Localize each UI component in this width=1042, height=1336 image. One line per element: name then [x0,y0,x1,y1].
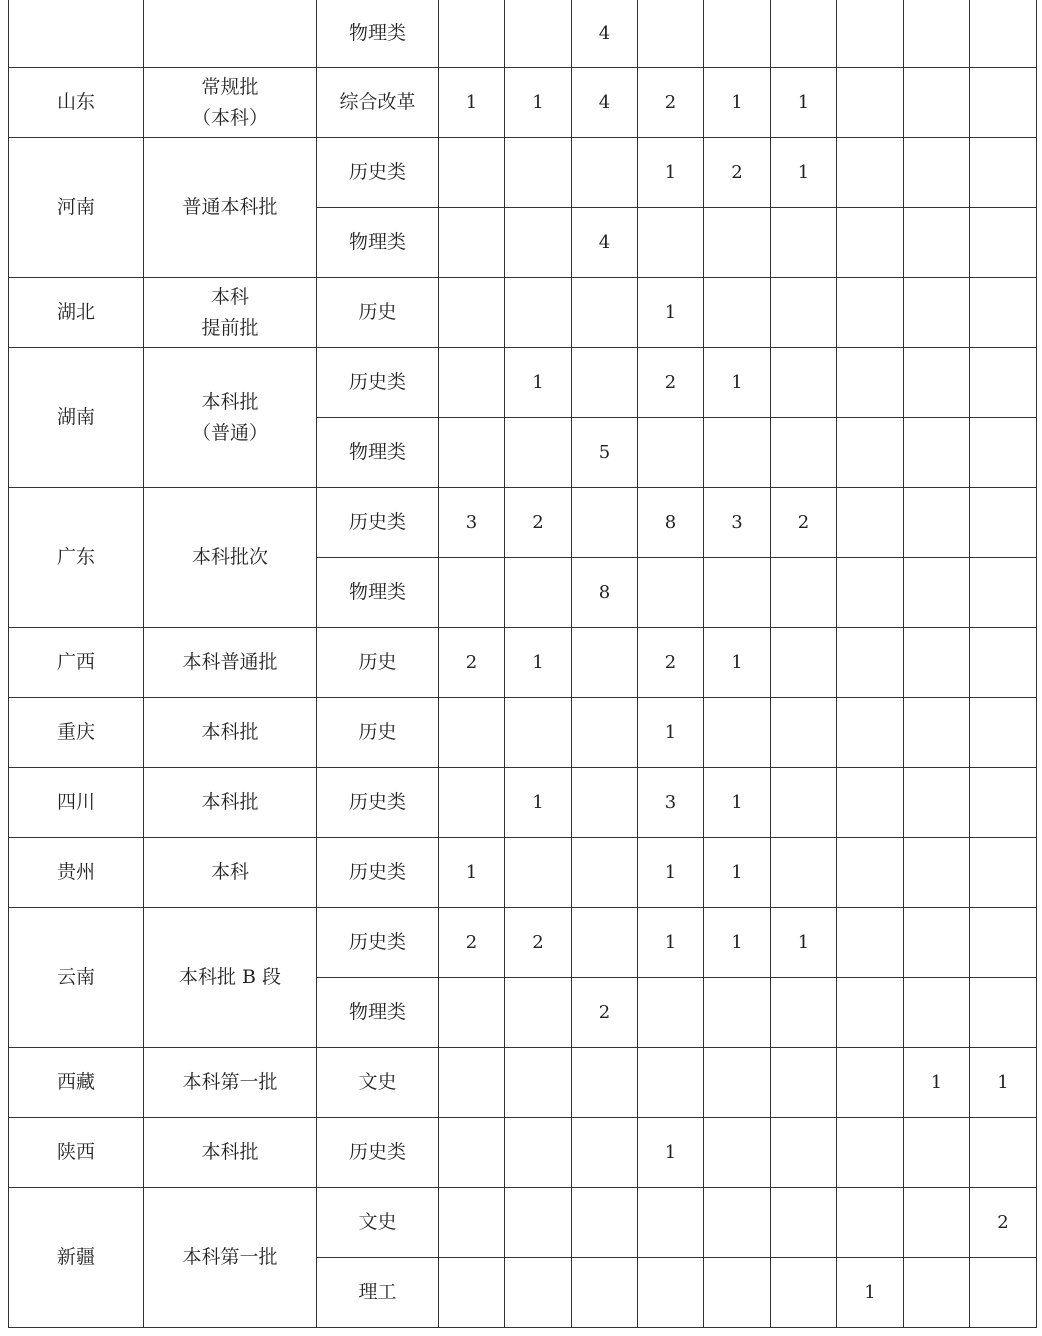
table-row [9,0,1037,68]
province-cell: 湖南 [9,348,144,488]
count-cell: 8 [638,488,704,558]
count-cell [771,558,837,628]
count-cell [505,1188,572,1258]
subject-cell: 历史类 [317,138,439,208]
count-cell: 2 [771,488,837,558]
count-cell [837,558,904,628]
count-cell [970,838,1037,908]
batch-cell: 本科第一批 [144,1048,317,1118]
count-cell [904,418,970,488]
subject-cell: 物理类 [317,208,439,278]
count-cell [505,1048,572,1118]
subject-cell: 历史 [317,628,439,698]
count-cell: 3 [439,488,505,558]
count-cell [837,628,904,698]
count-cell [970,628,1037,698]
table-row [9,698,1037,768]
count-cell: 2 [638,348,704,418]
count-cell [837,698,904,768]
count-cell [505,138,572,208]
count-cell [970,0,1037,68]
count-cell [572,768,638,838]
subject-cell: 历史 [317,278,439,348]
count-cell [837,68,904,138]
count-cell [970,418,1037,488]
table-row [9,1048,1037,1118]
count-cell: 5 [572,418,638,488]
count-cell [837,1188,904,1258]
count-cell: 1 [704,628,771,698]
province-cell: 重庆 [9,698,144,768]
province-cell: 四川 [9,768,144,838]
province-cell: 广东 [9,488,144,628]
count-cell [904,488,970,558]
count-cell: 1 [638,1118,704,1188]
count-cell [638,0,704,68]
count-cell [439,558,505,628]
count-cell [439,698,505,768]
batch-cell: 本科批次 [144,488,317,628]
subject-cell: 物理类 [317,0,439,68]
count-cell [771,838,837,908]
count-cell [904,0,970,68]
count-cell [904,278,970,348]
province-cell: 河南 [9,138,144,278]
count-cell: 2 [704,138,771,208]
count-cell [439,1258,505,1328]
subject-cell: 历史类 [317,838,439,908]
count-cell: 2 [572,978,638,1048]
count-cell [505,558,572,628]
count-cell: 1 [638,278,704,348]
count-cell [572,838,638,908]
count-cell [904,558,970,628]
count-cell [771,768,837,838]
count-cell [771,418,837,488]
province-cell: 新疆 [9,1188,144,1328]
count-cell: 1 [704,768,771,838]
count-cell [771,0,837,68]
count-cell [904,978,970,1048]
count-cell [505,278,572,348]
count-cell: 3 [704,488,771,558]
subject-cell: 文史 [317,1048,439,1118]
count-cell: 1 [505,768,572,838]
count-cell [638,1258,704,1328]
count-cell [837,978,904,1048]
count-cell [505,418,572,488]
batch-cell: 本科批 B 段 [144,908,317,1048]
count-cell [837,348,904,418]
table-row [9,278,1037,348]
count-cell [439,418,505,488]
count-cell: 1 [904,1048,970,1118]
count-cell [505,208,572,278]
count-cell [837,278,904,348]
count-cell [572,628,638,698]
count-cell [837,138,904,208]
count-cell [572,348,638,418]
count-cell [638,208,704,278]
count-cell [439,278,505,348]
count-cell [771,348,837,418]
subject-cell: 理工 [317,1258,439,1328]
count-cell [572,138,638,208]
subject-cell: 历史类 [317,1118,439,1188]
count-cell [572,698,638,768]
subject-cell: 历史类 [317,768,439,838]
count-cell [704,278,771,348]
count-cell [505,1258,572,1328]
count-cell [970,1118,1037,1188]
count-cell [837,1118,904,1188]
count-cell [771,1118,837,1188]
count-cell [704,1188,771,1258]
count-cell [505,698,572,768]
count-cell [771,1258,837,1328]
count-cell [970,138,1037,208]
count-cell: 2 [638,628,704,698]
table-row [9,68,1037,138]
table-row [9,1188,1037,1258]
count-cell [439,138,505,208]
count-cell: 1 [505,628,572,698]
batch-cell [144,0,317,68]
count-cell [638,418,704,488]
count-cell: 2 [505,488,572,558]
subject-cell: 物理类 [317,978,439,1048]
count-cell: 1 [638,138,704,208]
count-cell: 1 [638,908,704,978]
count-cell [439,1118,505,1188]
count-cell [505,978,572,1048]
batch-cell: 本科批 （普通） [144,348,317,488]
count-cell [837,1048,904,1118]
count-cell: 4 [572,0,638,68]
count-cell [904,698,970,768]
count-cell: 1 [439,68,505,138]
subject-cell: 物理类 [317,418,439,488]
subject-cell: 历史 [317,698,439,768]
count-cell: 8 [572,558,638,628]
province-cell: 西藏 [9,1048,144,1118]
count-cell [970,348,1037,418]
count-cell [837,208,904,278]
count-cell [771,208,837,278]
count-cell [970,208,1037,278]
province-cell: 广西 [9,628,144,698]
count-cell [638,558,704,628]
table-row [9,838,1037,908]
count-cell [970,768,1037,838]
count-cell: 1 [638,698,704,768]
table-row [9,908,1037,978]
count-cell [572,1048,638,1118]
count-cell: 1 [771,68,837,138]
batch-cell: 本科 [144,838,317,908]
table-row [9,628,1037,698]
province-cell: 陕西 [9,1118,144,1188]
province-cell: 云南 [9,908,144,1048]
count-cell [837,908,904,978]
count-cell [572,908,638,978]
batch-cell: 本科批 [144,698,317,768]
count-cell [970,978,1037,1048]
count-cell [970,1258,1037,1328]
count-cell [572,488,638,558]
table-row [9,138,1037,208]
count-cell [439,348,505,418]
batch-cell: 本科批 [144,768,317,838]
province-cell: 山东 [9,68,144,138]
subject-cell: 历史类 [317,488,439,558]
count-cell: 3 [638,768,704,838]
count-cell [638,978,704,1048]
table-row [9,768,1037,838]
count-cell: 2 [970,1188,1037,1258]
count-cell [704,1118,771,1188]
count-cell [439,1048,505,1118]
batch-cell: 普通本科批 [144,138,317,278]
table-row [9,1118,1037,1188]
count-cell: 2 [439,908,505,978]
count-cell: 1 [970,1048,1037,1118]
count-cell [904,838,970,908]
province-cell: 湖北 [9,278,144,348]
count-cell: 1 [837,1258,904,1328]
count-cell [505,1118,572,1188]
count-cell [704,418,771,488]
province-cell [9,0,144,68]
count-cell: 1 [439,838,505,908]
count-cell [771,698,837,768]
count-cell [638,1188,704,1258]
count-cell [837,418,904,488]
count-cell [704,1048,771,1118]
admission-plan-table [8,0,1037,1328]
subject-cell: 综合改革 [317,68,439,138]
count-cell [704,698,771,768]
count-cell [771,278,837,348]
count-cell [904,1118,970,1188]
count-cell [572,1258,638,1328]
count-cell [904,1258,970,1328]
count-cell [771,628,837,698]
batch-cell: 本科批 [144,1118,317,1188]
count-cell [837,488,904,558]
subject-cell: 物理类 [317,558,439,628]
count-cell [904,628,970,698]
batch-cell: 本科第一批 [144,1188,317,1328]
count-cell: 1 [771,138,837,208]
count-cell [837,838,904,908]
count-cell [771,1048,837,1118]
count-cell: 1 [704,68,771,138]
count-cell [572,278,638,348]
count-cell [704,978,771,1048]
count-cell [704,1258,771,1328]
count-cell: 4 [572,68,638,138]
count-cell [970,278,1037,348]
count-cell [572,1118,638,1188]
count-cell [837,768,904,838]
count-cell [439,0,505,68]
count-cell: 1 [704,348,771,418]
subject-cell: 历史类 [317,908,439,978]
subject-cell: 文史 [317,1188,439,1258]
count-cell [439,1188,505,1258]
count-cell [970,488,1037,558]
count-cell [638,1048,704,1118]
batch-cell: 本科普通批 [144,628,317,698]
count-cell: 2 [638,68,704,138]
count-cell: 1 [704,908,771,978]
count-cell: 1 [505,68,572,138]
count-cell [904,908,970,978]
count-cell [704,558,771,628]
count-cell [904,208,970,278]
province-cell: 贵州 [9,838,144,908]
count-cell [904,1188,970,1258]
batch-cell: 本科 提前批 [144,278,317,348]
count-cell: 4 [572,208,638,278]
table-row [9,348,1037,418]
count-cell [970,558,1037,628]
count-cell [904,348,970,418]
count-cell [970,68,1037,138]
count-cell [505,0,572,68]
count-cell: 1 [771,908,837,978]
table-body [9,0,1037,1328]
count-cell [704,0,771,68]
count-cell [970,908,1037,978]
batch-cell: 常规批 （本科） [144,68,317,138]
count-cell [704,208,771,278]
count-cell [572,1188,638,1258]
count-cell: 1 [638,838,704,908]
count-cell [439,208,505,278]
count-cell [439,768,505,838]
count-cell: 2 [439,628,505,698]
count-cell [970,698,1037,768]
subject-cell: 历史类 [317,348,439,418]
count-cell [837,0,904,68]
count-cell [439,978,505,1048]
count-cell: 2 [505,908,572,978]
count-cell [904,138,970,208]
table-row [9,488,1037,558]
count-cell [771,978,837,1048]
count-cell [505,838,572,908]
count-cell [904,68,970,138]
count-cell: 1 [704,838,771,908]
count-cell: 1 [505,348,572,418]
count-cell [904,768,970,838]
count-cell [771,1188,837,1258]
